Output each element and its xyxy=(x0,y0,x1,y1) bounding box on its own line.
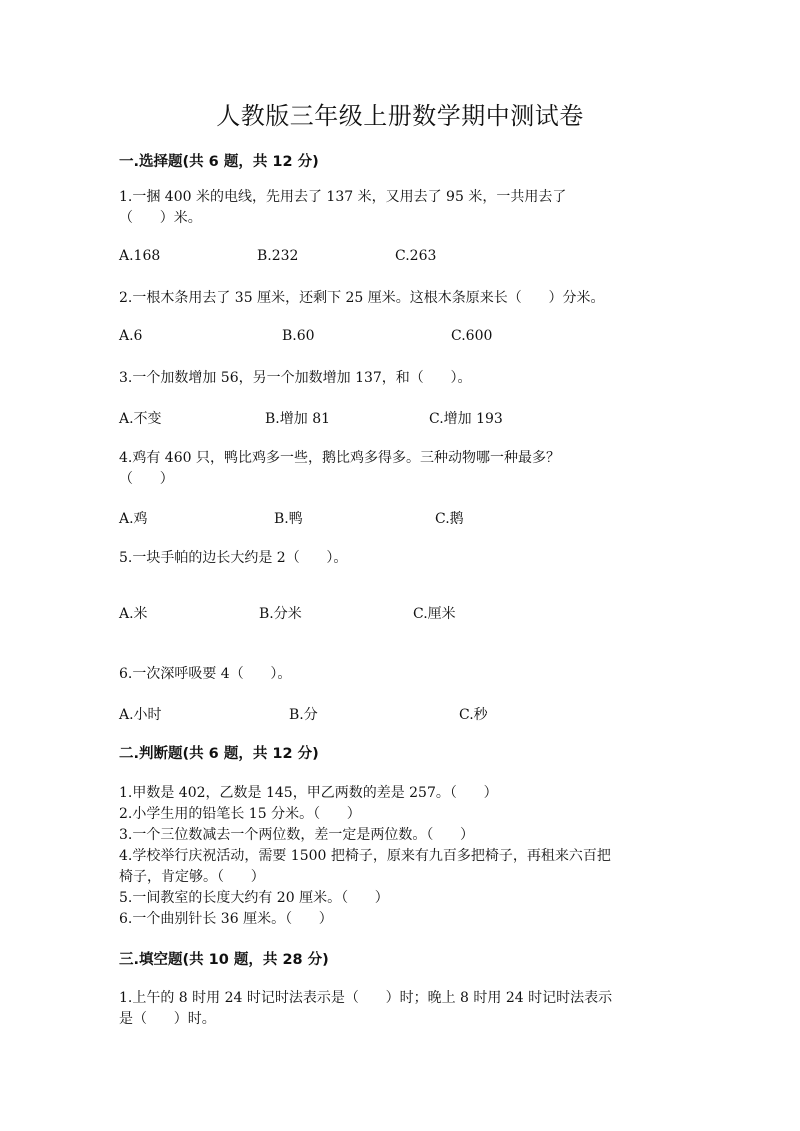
option-row xyxy=(119,603,679,623)
option-row xyxy=(119,328,679,348)
statement-text: 1.甲数是 402，乙数是 145，甲乙两数的差是 257。（ ） xyxy=(119,785,498,801)
question-text: 1.一捆 400 米的电线，先用去了 137 米，又用去了 95 米，一共用去了 xyxy=(119,189,567,205)
option-c: C.600 xyxy=(451,328,493,344)
option-c: C.秒 xyxy=(459,707,488,723)
option-b: B.分 xyxy=(289,707,318,723)
question-text: 是（ ）时。 xyxy=(119,1011,216,1027)
option-a: A.米 xyxy=(119,606,148,622)
option-b: B.60 xyxy=(282,328,315,344)
question-text: 3.一个加数增加 56，另一个加数增加 137，和（ ）。 xyxy=(119,370,472,386)
statement-text: 3.一个三位数减去一个两位数，差一定是两位数。（ ） xyxy=(119,827,475,843)
option-row xyxy=(119,248,679,268)
option-a: A.168 xyxy=(119,248,161,264)
option-b: B.232 xyxy=(257,248,299,264)
page-title: 人教版三年级上册数学期中测试卷 xyxy=(216,102,584,130)
option-b: B.分米 xyxy=(259,606,302,622)
option-c: C.鹅 xyxy=(435,511,464,527)
statement-text: 5.一间教室的长度大约有 20 厘米。（ ） xyxy=(119,890,389,906)
option-c: C.263 xyxy=(395,248,437,264)
question-text: 2.一根木条用去了 35 厘米，还剩下 25 厘米。这根木条原来长（ ）分米。 xyxy=(119,290,605,306)
section-heading-fill: 三.填空题(共 10 题，共 28 分) xyxy=(119,952,329,968)
statement-text: 椅子，肯定够。（ ） xyxy=(119,869,265,885)
option-row xyxy=(119,704,679,724)
option-a: A.6 xyxy=(119,328,143,344)
question-text: 5.一块手帕的边长大约是 2（ ）。 xyxy=(119,550,348,566)
section-heading-judge: 二.判断题(共 6 题，共 12 分) xyxy=(119,746,319,762)
option-c: C.增加 193 xyxy=(429,411,503,427)
option-a: A.鸡 xyxy=(119,511,148,527)
option-a: A.小时 xyxy=(119,707,162,723)
option-c: C.厘米 xyxy=(413,606,456,622)
option-a: A.不变 xyxy=(119,411,162,427)
section-heading-choice: 一.选择题(共 6 题，共 12 分) xyxy=(119,154,319,170)
question-text: （ ） xyxy=(119,471,174,487)
question-text: 1.上午的 8 时用 24 时记时法表示是（ ）时；晚上 8 时用 24 时记时法表示 xyxy=(119,990,613,1006)
question-text: 4.鸡有 460 只，鸭比鸡多一些，鹅比鸡多得多。三种动物哪一种最多？ xyxy=(119,450,560,466)
statement-text: 2.小学生用的铅笔长 15 分米。（ ） xyxy=(119,806,361,822)
statement-text: 4.学校举行庆祝活动，需要 1500 把椅子，原来有九百多把椅子，再租来六百把 xyxy=(119,848,611,864)
option-b: B.鸭 xyxy=(274,511,303,527)
option-row xyxy=(119,408,679,428)
option-b: B.增加 81 xyxy=(265,411,331,427)
question-text: 6.一次深呼吸要 4（ ）。 xyxy=(119,666,292,682)
statement-text: 6.一个曲别针长 36 厘米。（ ） xyxy=(119,911,333,927)
question-text: （ ）米。 xyxy=(119,210,202,226)
option-row xyxy=(119,508,679,528)
